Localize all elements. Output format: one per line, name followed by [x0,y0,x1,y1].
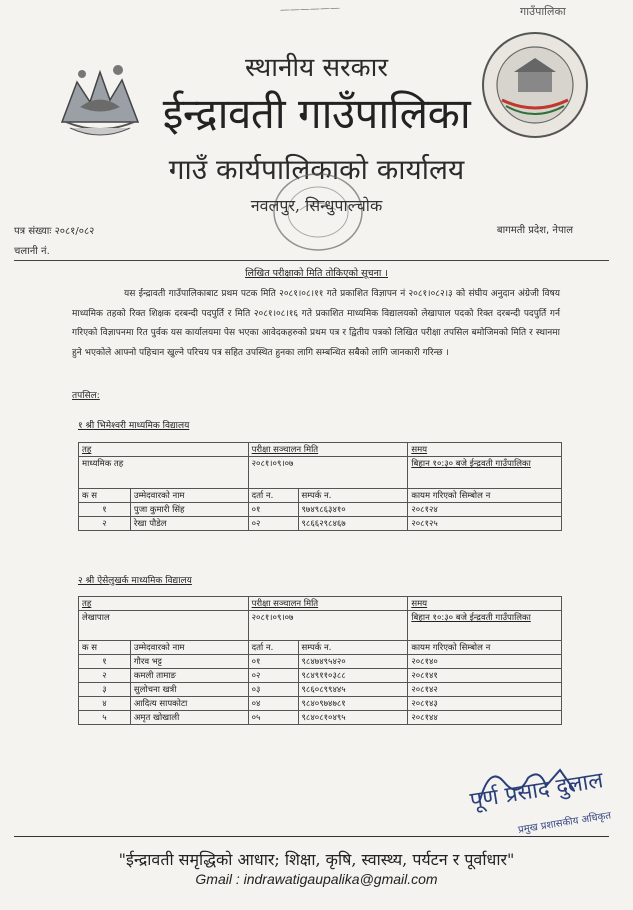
local-government-heading: स्थानीय सरकार [245,53,388,83]
cell-symbol: २०८१२५ [408,517,562,531]
cell-name: कमली तामाङ [130,669,248,683]
cell-contact: ९७४९८६३४१० [298,503,408,517]
col-reg: दर्ता न. [248,641,298,655]
cell-sn: १ [79,655,131,669]
school-2-table [78,596,562,725]
cell-name: पुजा कुमारी सिंह [130,503,248,517]
date-value: २०८१।०९।०७ [248,611,408,641]
top-stamp-mark: —————— [279,2,341,17]
cell-reg: ०१ [248,655,298,669]
cell-contact: ९८६०८९९४४५ [298,683,408,697]
time-header: समय [408,597,562,611]
cell-symbol: २०८१४१ [408,669,562,683]
cell-contact: ९८४०८१०४९५ [298,711,408,725]
time-value: बिहान १०:३० बजे ईन्द्रवती गाउँपालिका [408,611,562,641]
table-column-header-row [79,641,562,655]
cell-reg: ०५ [248,711,298,725]
cell-sn: ३ [79,683,131,697]
cell-contact: ९८६६२९८४६७ [298,517,408,531]
office-name: गाउँ कार्यपालिकाको कार्यालय [168,153,465,186]
table-header-row [79,443,562,457]
school-1-table [78,442,562,531]
col-name: उम्मेदवारको नाम [130,641,248,655]
table-row [79,711,562,725]
header-divider [14,260,609,261]
table-row [79,683,562,697]
school-2-title: २ श्री ऐसेलुखर्क माध्यमिक विद्यालय [78,576,192,586]
details-heading: तपसिल: [72,391,100,401]
cell-sn: १ [79,503,131,517]
cell-name: गौरव भट्ट [130,655,248,669]
cell-name: अमृत खोखाली [130,711,248,725]
cell-reg: ०२ [248,517,298,531]
cell-symbol: २०८१२४ [408,503,562,517]
col-contact: सम्पर्क न. [298,641,408,655]
cell-contact: ९८४०९७४७८१ [298,697,408,711]
cell-reg: ०४ [248,697,298,711]
table-row [79,655,562,669]
table-row [79,457,562,489]
date-header: परीक्षा सञ्चालन मिति [248,597,408,611]
time-value: बिहान १०:३० बजे ईन्द्रवती गाउँपालिका [408,457,562,489]
table-row [79,669,562,683]
province-address: बागमती प्रदेश, नेपाल [496,225,573,236]
col-name: उम्मेदवारको नाम [130,489,248,503]
signatory-designation: प्रमुख प्रशासकीय अधिकृत [517,810,612,836]
col-sn: क स [79,641,131,655]
col-symbol: कायम गरिएको सिम्बोल न [408,641,562,655]
top-stamp-text: गाउँपालिका [520,5,566,18]
table-row [79,503,562,517]
cell-sn: २ [79,517,131,531]
date-value: २०८१।०९।०७ [248,457,408,489]
cell-reg: ०१ [248,503,298,517]
time-header: समय [408,443,562,457]
table-row [79,517,562,531]
cell-contact: ९८४७४९५४२० [298,655,408,669]
table-header-row [79,597,562,611]
cell-symbol: २०८१४० [408,655,562,669]
level-value: लेखापाल [79,611,249,641]
notice-body: यस ईन्द्रावती गाउँपालिकाबाट प्रथम पटक मिति २०८१।०८।११ गते प्रकाशित विज्ञापन नं २०८१।०८२।३ को संघीय अनुदान अंग्रेजी विषय माध्यमिक तहको रिक्त शिक्षक दरबन्दी पदपुर्ति र मिति २०८१।०८।१६ गते प्रकाशित माध्यमिक विद्यालयको लेखापाल पदको रिक्त दरबन्दी पदपुर्ति गर्न गरिएको विज्ञापनमा रित पुर्वक यस कार्यालयमा पेस भएका आवेदकहरुको प्रथम पत्र र द्वितीय पत्रको लिखित परीक्षा तपसिल बमोजिमको मिति र स्थानमा हुने भएकोले आफ्नो पहिचान खुल्ने परिचय पत्र सहित उपस्थित हुनका लागि सम्बन्धित सबैको लागि जानकारी गरिन्छ । [72,289,560,358]
cell-name: आदित्य सापकोटा [130,697,248,711]
cell-reg: ०३ [248,683,298,697]
level-header: तह [79,443,249,457]
cell-contact: ९८४९११०३८८ [298,669,408,683]
cell-reg: ०२ [248,669,298,683]
cell-sn: ५ [79,711,131,725]
municipality-name: ईन्द्रावती गाउँपालिका [162,89,471,138]
level-value: माध्यमिक तह [79,457,249,489]
col-reg: दर्ता न. [248,489,298,503]
table-row [79,611,562,641]
table-column-header-row [79,489,562,503]
date-header: परीक्षा सञ्चालन मिति [248,443,408,457]
footer-email[interactable]: Gmail : indrawatigaupalika@gmail.com [195,871,438,887]
footer-motto: "ईन्द्रावती समृद्धिको आधार; शिक्षा, कृषि, स्वास्थ्य, पर्यटन र पूर्वाधार" [118,850,515,869]
notice-title: लिखित परीक्षाको मिति तोकिएको सूचना । [245,268,388,279]
level-header: तह [79,597,249,611]
signatory-name: पूर्ण प्रसाद दुलाल [468,768,605,814]
col-sn: क स [79,489,131,503]
cell-sn: २ [79,669,131,683]
cell-symbol: २०८१४२ [408,683,562,697]
district-address: नवलपुर, सिन्धुपाल्चोक [250,196,383,215]
cell-name: सुलोचना खत्री [130,683,248,697]
cell-symbol: २०८१४३ [408,697,562,711]
letter-meta [14,222,94,262]
cell-symbol: २०८१४४ [408,711,562,725]
col-contact: सम्पर्क न. [298,489,408,503]
footer-divider [14,836,609,837]
cell-name: रेखा पौडेल [130,517,248,531]
col-symbol: कायम गरिएको सिम्बोल न [408,489,562,503]
dispatch-number: चलानी नं. [14,246,50,257]
school-1-title: १ श्री भिमेश्वरी माध्यमिक विद्यालय [78,421,190,431]
letter-number: पत्र संख्याः २०८१/०८२ [14,226,95,237]
cell-sn: ४ [79,697,131,711]
table-row [79,697,562,711]
